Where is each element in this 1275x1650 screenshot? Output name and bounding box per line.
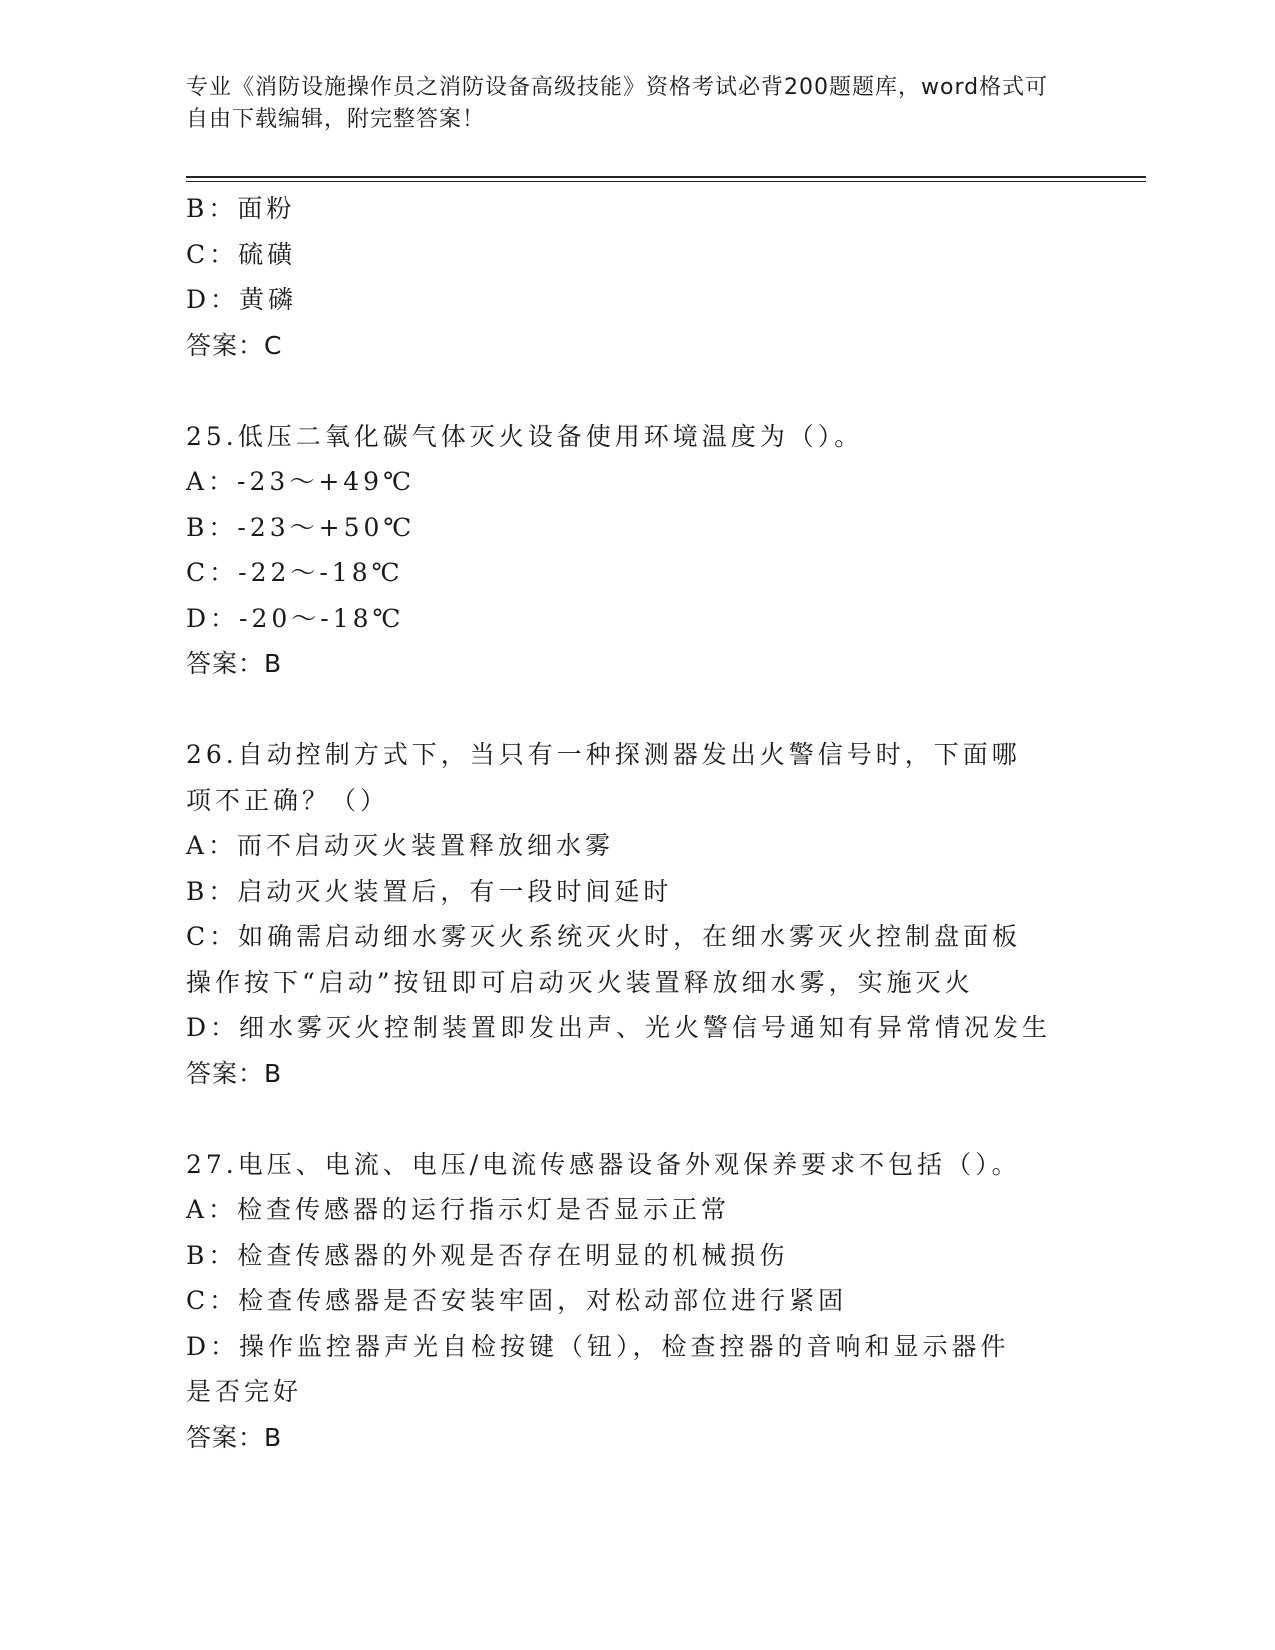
question-24-continuation — [186, 186, 1066, 368]
question-stem: 27.电压、电流、电压/电流传感器设备外观保养要求不包括（）。 — [186, 1149, 1021, 1179]
question-stem: 26.自动控制方式下，当只有一种探测器发出火警信号时，下面哪项不正确？（） — [186, 740, 1021, 815]
option-c: C：-22～-18℃ — [186, 558, 404, 587]
option-d: D：细水雾灭火控制装置即发出声、光火警信号通知有异常情况发生 — [186, 1013, 1052, 1042]
option-b: B：检查传感器的外观是否存在明显的机械损伤 — [186, 1240, 789, 1270]
option-c: C：硫磺 — [186, 239, 297, 269]
option-d: D：操作监控器声光自检按键（钮），检查控器的音响和显示器件是否完好 — [186, 1331, 1010, 1406]
question-27 — [186, 1142, 1066, 1461]
answer-line: 答案：B — [186, 1058, 283, 1088]
option-a: A：-23～+49℃ — [186, 467, 416, 496]
question-26 — [186, 732, 1066, 1096]
question-stem: 25.低压二氧化碳气体灭火设备使用环境温度为（）。 — [186, 421, 864, 451]
header-rule-thick — [186, 176, 1146, 178]
option-a: A：而不启动灭火装置释放细水雾 — [186, 831, 615, 860]
document-header: 专业《消防设施操作员之消防设备高级技能》资格考试必背200题题库，word格式可自由下载编辑，附完整答案！ — [186, 75, 1049, 132]
answer-line: 答案：C — [186, 330, 283, 360]
option-d: D：黄磷 — [186, 285, 298, 314]
document-body — [186, 186, 1066, 1460]
option-c: C：检查传感器是否安装牢固，对松动部位进行紧固 — [186, 1286, 848, 1315]
header-rule-thin — [186, 181, 1146, 182]
spacer — [186, 368, 1066, 414]
spacer — [186, 687, 1066, 733]
option-a: A：检查传感器的运行指示灯是否显示正常 — [186, 1195, 731, 1224]
option-b: B：启动灭火装置后，有一段时间延时 — [186, 876, 673, 906]
option-b: B：-23～+50℃ — [186, 512, 416, 542]
answer-line: 答案：B — [186, 649, 283, 678]
spacer — [186, 1096, 1066, 1142]
option-b: B：面粉 — [186, 194, 296, 223]
answer-line: 答案：B — [186, 1422, 283, 1452]
option-d: D：-20～-18℃ — [186, 603, 405, 633]
question-25 — [186, 414, 1066, 687]
option-c: C：如确需启动细水雾灭火系统灭火时，在细水雾灭火控制盘面板操作按下“启动”按钮即可启动灭火装置释放细水雾，实施灭火 — [186, 922, 1022, 997]
